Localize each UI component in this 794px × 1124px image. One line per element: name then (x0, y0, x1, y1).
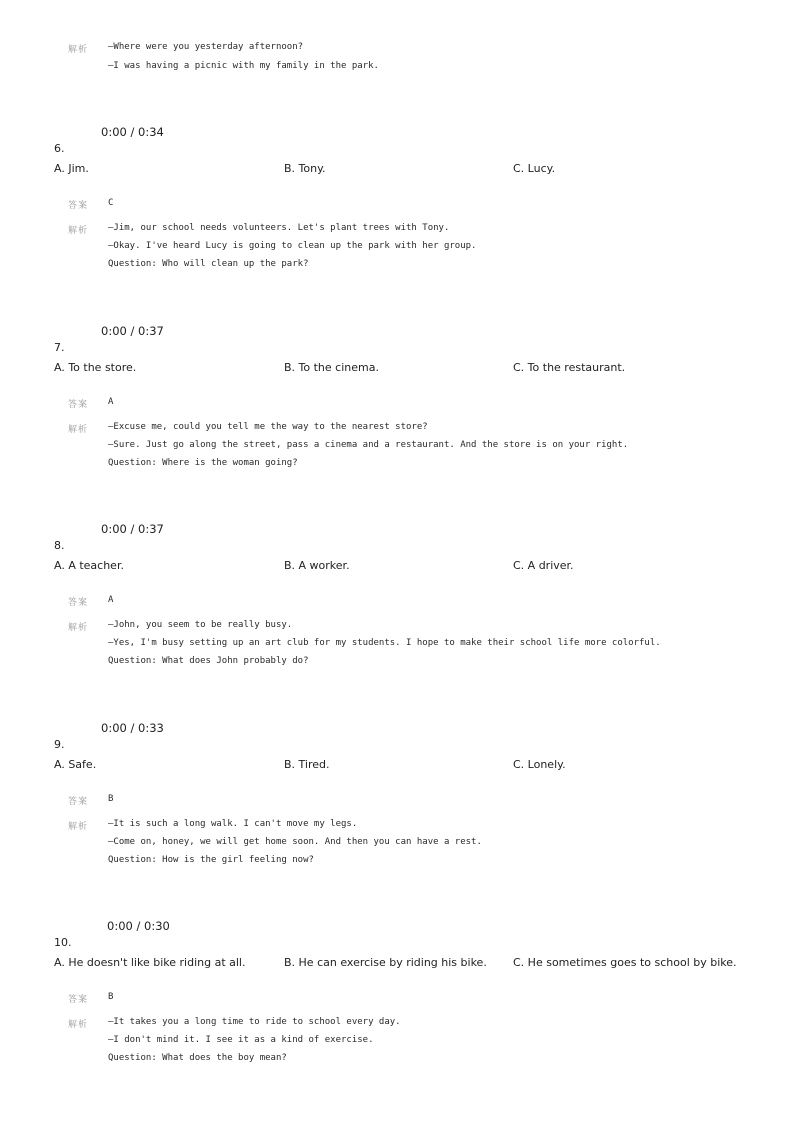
audio-time[interactable]: 0:00 / 0:34 (101, 125, 164, 139)
option-b[interactable]: B. Tired. (284, 758, 330, 771)
option-a[interactable]: A. Jim. (54, 162, 89, 175)
option-a[interactable]: A. A teacher. (54, 559, 124, 572)
answer-label: 答案 (68, 797, 89, 807)
option-a[interactable]: A. Safe. (54, 758, 97, 771)
explanation-label: 解析 (68, 425, 89, 435)
question-number: 8. (54, 539, 65, 552)
audio-time[interactable]: 0:00 / 0:30 (107, 919, 170, 933)
question-number: 10. (54, 936, 72, 949)
audio-time[interactable]: 0:00 / 0:37 (101, 324, 164, 338)
answer-label: 答案 (68, 201, 89, 211)
answer-value: A (108, 595, 114, 605)
answer-label: 答案 (68, 598, 89, 608)
explanation-line: —Where were you yesterday afternoon? (108, 42, 304, 52)
option-c[interactable]: C. Lucy. (513, 162, 556, 175)
explanation-line: —It takes you a long time to ride to school every day. (108, 1017, 401, 1027)
option-b[interactable]: B. To the cinema. (284, 361, 379, 374)
option-b[interactable]: B. He can exercise by riding his bike. (284, 956, 487, 969)
explanation-line: Question: What does the boy mean? (108, 1053, 287, 1063)
answer-label: 答案 (68, 995, 89, 1005)
explanation-line: Question: What does John probably do? (108, 656, 309, 666)
answer-value: C (108, 198, 114, 208)
explanation-label: 解析 (68, 1020, 89, 1030)
explanation-label: 解析 (68, 822, 89, 832)
option-c[interactable]: C. Lonely. (513, 758, 566, 771)
explanation-label: 解析 (68, 226, 89, 236)
option-c[interactable]: C. A driver. (513, 559, 574, 572)
answer-value: B (108, 794, 114, 804)
explanation-line: —I don't mind it. I see it as a kind of exercise. (108, 1035, 374, 1045)
option-b[interactable]: B. Tony. (284, 162, 326, 175)
audio-time[interactable]: 0:00 / 0:37 (101, 522, 164, 536)
answer-label: 答案 (68, 400, 89, 410)
option-b[interactable]: B. A worker. (284, 559, 350, 572)
question-number: 6. (54, 142, 65, 155)
explanation-line: —Come on, honey, we will get home soon. And then you can have a rest. (108, 837, 482, 847)
option-a[interactable]: A. To the store. (54, 361, 137, 374)
question-number: 7. (54, 341, 65, 354)
option-c[interactable]: C. To the restaurant. (513, 361, 626, 374)
explanation-line: —Yes, I'm busy setting up an art club for my students. I hope to make their school life more colorful. (108, 638, 661, 648)
question-number: 9. (54, 738, 65, 751)
option-a[interactable]: A. He doesn't like bike riding at all. (54, 956, 246, 969)
explanation-line: Question: Where is the woman going? (108, 458, 298, 468)
explanation-line: —I was having a picnic with my family in the park. (108, 61, 379, 71)
explanation-line: —Sure. Just go along the street, pass a cinema and a restaurant. And the store is on your right. (108, 440, 629, 450)
explanation-line: —John, you seem to be really busy. (108, 620, 293, 630)
answer-value: B (108, 992, 114, 1002)
explanation-line: Question: Who will clean up the park? (108, 259, 309, 269)
answer-value: A (108, 397, 114, 407)
option-c[interactable]: C. He sometimes goes to school by bike. (513, 956, 737, 969)
audio-time[interactable]: 0:00 / 0:33 (101, 721, 164, 735)
explanation-line: —It is such a long walk. I can't move my legs. (108, 819, 358, 829)
explanation-line: Question: How is the girl feeling now? (108, 855, 314, 865)
explanation-line: —Okay. I've heard Lucy is going to clean up the park with her group. (108, 241, 477, 251)
explanation-label: 解析 (68, 45, 89, 55)
explanation-label: 解析 (68, 623, 89, 633)
explanation-line: —Excuse me, could you tell me the way to the nearest store? (108, 422, 428, 432)
explanation-line: —Jim, our school needs volunteers. Let's plant trees with Tony. (108, 223, 450, 233)
